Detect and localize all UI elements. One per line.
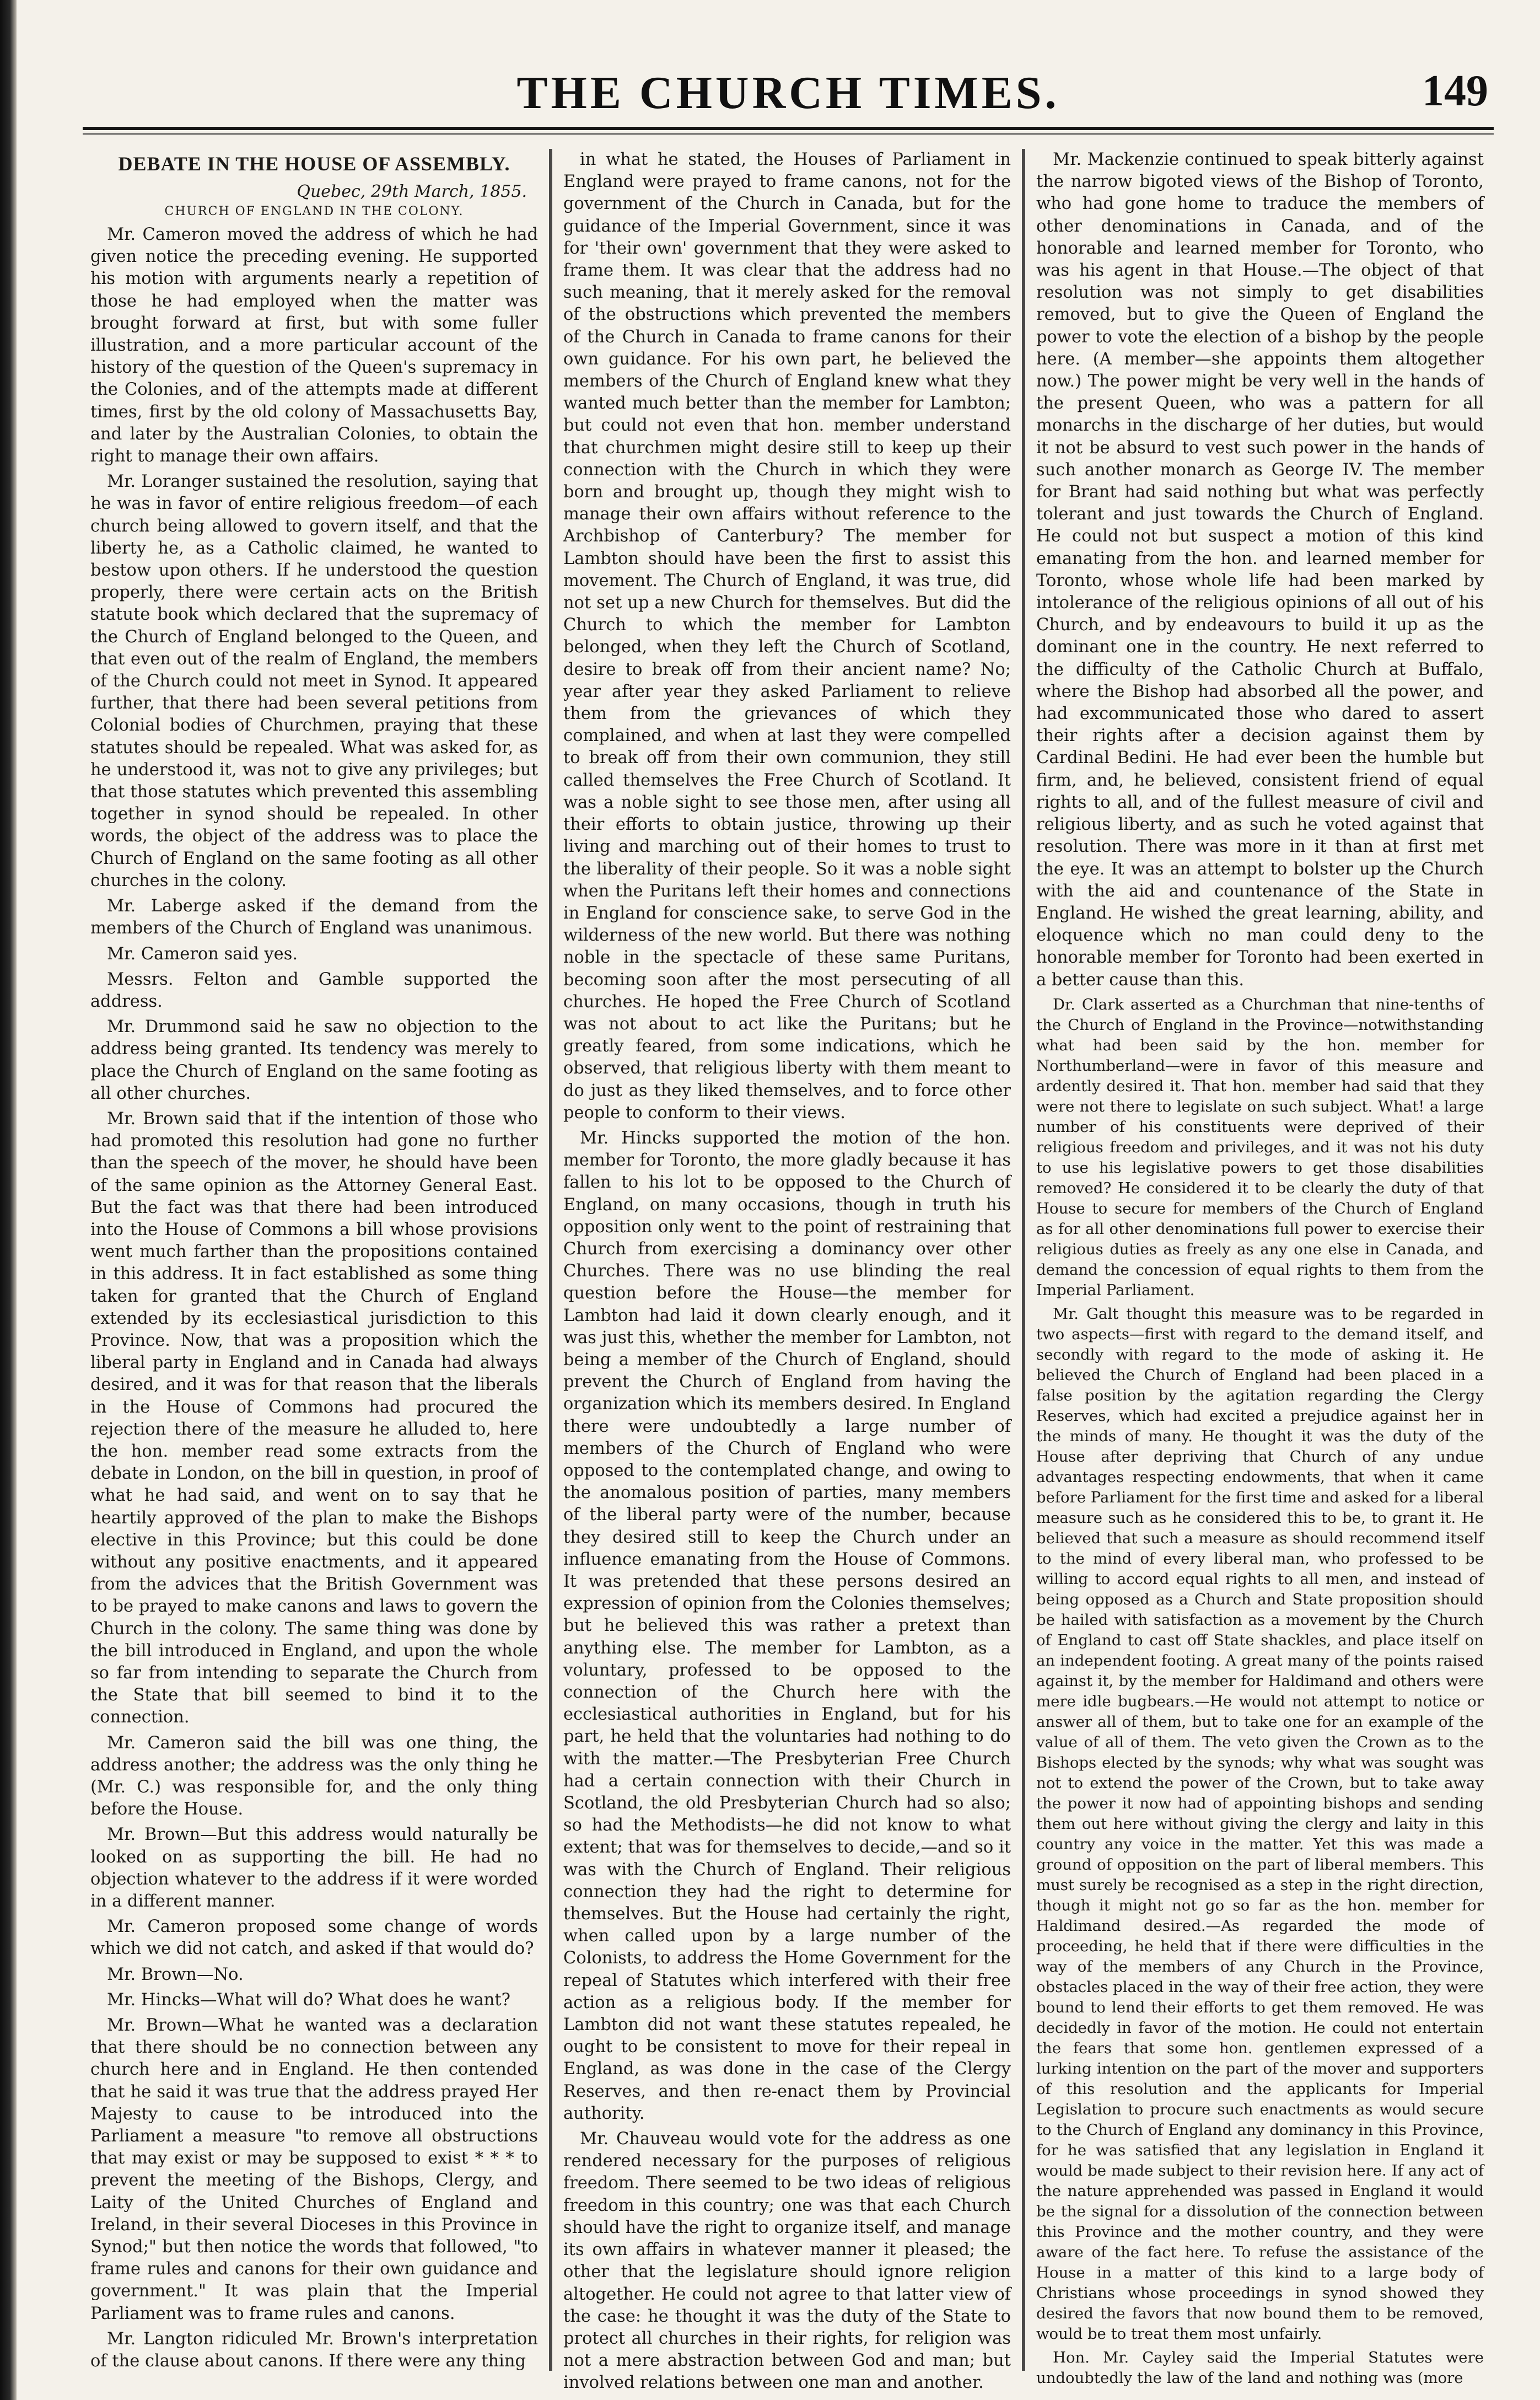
- article-paragraph: Mr. Cameron proposed some change of words which we did not catch, and asked if that would do?: [90, 1917, 538, 1959]
- masthead: [83, 44, 1494, 132]
- article-paragraph: Mr. Brown said that if the intention of those who had promoted this resolution had gone no further than the speech of the mover, he should have been of the same opinion as the Attorney General East. But the fact was that there had been introduced into the House of Commons a bill whose provisions went much farther than the propositions contained in this address. It in fact established as some thing taken for granted that the Church of England extended by its ecclesiastical jurisdiction to this Province. Now, that was a proposition which the liberal party in England and in Canada had always desired, and it was for that reason that the liberals in the House of Commons had procured the rejection there of the measure he alluded to, here the hon. member read some extracts from the debate in London, on the bill in question, in proof of what he had said, and went on to say that he heartily approved of the plan to make the Bishops elective in this Province; but this could be done without any positive enactments, and it appeared from the advices that the British Government was to be prayed to make canons and laws to govern the Church in the colony. The same thing was done by the bill introduced in England, and upon the whole so far from intending to separate the Church from the State that bill seemed to bind it to the connection.: [90, 1109, 538, 1727]
- article-paragraph: Messrs. Felton and Gamble supported the address.: [90, 969, 538, 1011]
- column-divider: [549, 149, 552, 2371]
- article-paragraph: Mr. Loranger sustained the resolution, saying that he was in favor of entire religious freedom—of each church being allowed to govern itself, and that the liberty he, as a Catholic claimed, he wanted to bestow upon others. If he understood the question properly, there were certain acts on the British statute book which declared that the supremacy of the Church of England belonged to the Queen, and that even out of the realm of England, the members of the Church could not meet in Synod. It appeared further, that there had been several petitions from Colonial bodies of Churchmen, praying that these statutes should be repealed. What was asked for, as he understood it, was not to give any privileges; but that those statutes which prevented this assembling together in synod should be repealed. In other words, the object of the address was to place the Church of England on the same footing as all other churches in the colony.: [90, 472, 538, 890]
- article-subhead: CHURCH OF ENGLAND IN THE COLONY.: [164, 205, 464, 218]
- article-paragraph: Mr. Brown—No.: [107, 1964, 244, 1984]
- article-paragraph: Mr. Hincks supported the motion of the hon. member for Toronto, the more gladly because it has fallen to his lot to be opposed to the Church of England, on many occasions, though in truth his opposition only went to the point of restraining that Church from exercising a dominancy over other Churches. There was no use blinding the real question before the House—the member for Lambton had laid it down clearly enough, and it was just this, whether the member for Lambton, not being a member of the Church of England, should prevent the Church of England from having the organization which its members desired. In England there were undoubtedly a large number of members of the Church of England who were opposed to the contemplated change, and owing to the anomalous position of parties, many members of the liberal party were of the number, because they desired still to keep the Church under an influence emanating from the House of Commons. It was pretended that these persons desired an expression of opinion from the Colonies themselves; but he believed this was rather a pretext than anything else. The member for Lambton, as a voluntary, professed to be opposed to the connection of the Church here with the ecclesiastical authorities in England, but for his part, he held that the voluntaries had nothing to do with the matter.—The Presbyterian Free Church had a certain connection with their Church in Scotland, the old Presbyterian Church had so also; so had the Methodists—he did not know to what extent; that was for themselves to decide,—and so it was with the Church of England. Their religious connection they had the right to determine for themselves. But the House had certainly the right, when called upon by a large number of the Colonists, to address the Home Government for the repeal of Statutes which interfered with their free action as a religious body. If the member for Lambton did not want these statutes repealed, he ought to be consistent to move for their repeal in England, as was done in the case of the Clergy Reserves, and then re-enact them by Provincial authority.: [563, 1128, 1011, 2123]
- article-headline: DEBATE IN THE HOUSE OF ASSEMBLY.: [118, 153, 510, 175]
- article-paragraph: Mr. Cameron said yes.: [107, 944, 298, 964]
- column-1: [83, 149, 546, 2371]
- article-paragraph: Mr. Mackenzie continued to speak bitterly against the narrow bigoted views of the Bishop of Toronto, who had gone home to traduce the members of other denominations in Canada, and of the honorable and learned member for Toronto, who was his agent in that House.—The object of that resolution was not simply to get disabilities removed, but to give the Queen of England the power to vote the election of a bishop by the people here. (A member—she appoints them altogether now.) The power might be very well in the hands of the present Queen, who was a pattern for all monarchs in the discharge of her duties, but would it not be absurd to vest such power in the hands of such another monarch as George IV. The member for Brant had said nothing but what was perfectly tolerant and just towards the Church of England. He could not but suspect a motion of this kind emanating from the hon. and learned member for Toronto, whose whole life had been marked by intolerance of the religious opinions of all out of his Church, and by endeavours to build it up as the dominant one in the country. He next referred to the difficulty of the Catholic Church at Buffalo, where the Bishop had absorbed all the power, and had excommunicated those who dared to assert their rights after a decision against them by Cardinal Bedini. He had ever been the humble but firm, and, he believed, consistent friend of equal rights to all, and of the fullest measure of civil and religious liberty, and as such he voted against that resolution. There was more in it than at first met the eye. It was an attempt to bolster up the Church with the aid and countenance of the State in England. He wished the great learning, ability, and eloquence which no man could deny to the honorable member for Toronto had been exerted in a better cause than this.: [1036, 150, 1484, 990]
- column-3: [1029, 149, 1491, 2387]
- newspaper-page: [83, 44, 1494, 2393]
- article-paragraph: in what he stated, the Houses of Parliament in England were prayed to frame canons, not for the government of the Church in Canada, but for the guidance of the Imperial Government, since it was for 'their own' government that they were asked to frame them. It was clear that the address had no such meaning, that it merely asked for the removal of the obstructions which prevented the members of the Church in Canada to frame canons for their own guidance. For his own part, he believed the members of the Church of England knew what they wanted much better than the member for Lambton; but could not even that hon. member understand that churchmen might desire still to keep up their connection with the Church in which they were born and brought up, though they might wish to manage their own affairs without reference to the Archbishop of Canterbury? The member for Lambton should have been the first to assist this movement. The Church of England, it was true, did not set up a new Church for themselves. But did the Church to which the member for Lambton belonged, when they left the Church of Scotland, desire to break off from their ancient name? No; year after year they asked Parliament to relieve them from the grievances of which they complained, and when at last they were compelled to break off from their own communion, they still called themselves the Free Church of Scotland. It was a noble sight to see those men, after using all their efforts to obtain justice, throwing up their living and marching out of their homes to trust to the liberality of their people. So it was a noble sight when the Puritans left their homes and connections in England for conscience sake, to serve God in the wilderness of the new world. But there was nothing noble in the spectacle of these same Puritans, becoming soon after the most persecuting of all churches. He hoped the Free Church of Scotland was not about to act like the Puritans; but he greatly feared, from some indications, which he observed, that religious liberty with them meant to do just as they liked themselves, and to force other people to conform to their views.: [563, 150, 1011, 1123]
- article-paragraph: Mr. Brown—But this address would naturally be looked on as supporting the bill. He had no objection whatever to the address if it were worded in a different manner.: [90, 1825, 538, 1912]
- article-paragraph: Dr. Clark asserted as a Churchman that nine-tenths of the Church of England in the Province—notwithstanding what had been said by the hon. member for Northumberland—were in favor of this measure and ardently desired it. That hon. member had said that they were not there to legislate on such subject. What! a large number of his constituents were deprived of their religious freedom and privileges, and it was not his duty to use his legislative powers to get those disabilities removed? He considered it to be clearly the duty of that House to secure for members of the Church of England as for all other denominations full power to exercise their religious duties as freely as any one else in Canada, and demand the concession of equal rights to them from the Imperial Parliament.: [1036, 995, 1484, 1299]
- masthead-rule: [83, 127, 1494, 130]
- article-paragraph: Mr. Drummond said he saw no objection to the address being granted. Its tendency was merely to place the Church of England on the same footing as all other churches.: [90, 1017, 538, 1103]
- article-paragraph: Mr. Laberge asked if the demand from the members of the Church of England was unanimous.: [90, 896, 538, 938]
- article-paragraph: Hon. Mr. Cayley said the Imperial Statutes were undoubtedly the law of the land and nothing was (more: [1036, 2348, 1484, 2387]
- column-divider: [1022, 149, 1025, 2371]
- article-paragraph: Mr. Cameron said the bill was one thing, the address another; the address was the only thing he (Mr. C.) was responsible for, and the only thing before the House.: [90, 1733, 538, 1819]
- scan-edge: [0, 0, 17, 2400]
- article-paragraph: Mr. Hincks—What will do? What does he want?: [107, 1990, 511, 2010]
- article-paragraph: Mr. Cameron moved the address of which he had given notice the preceding evening. He supported his motion with arguments nearly a repetition of those he had employed when the matter was brought forward at first, but with some fuller illustration, and a more particular account of the history of the question of the Queen's supremacy in the Colonies, and of the attempts made at different times, first by the old colony of Massachusetts Bay, and later by the Australian Colonies, to obtain the right to manage their own affairs.: [90, 225, 538, 466]
- article-paragraph: Mr. Brown—What he wanted was a declaration that there should be no connection between any church here and in England. He then contended that he said it was true that the address prayed Her Majesty to cause to be introduced into the Parliament a measure "to remove all obstructions that may exist or may be supposed to exist * * * to prevent the meeting of the Bishops, Clergy, and Laity of the United Churches of England and Ireland, in their several Dioceses in this Province in Synod;" but then notice the words that followed, "to frame rules and canons for their own guidance and government." It was plain that the Imperial Parliament was to frame rules and canons.: [90, 2016, 538, 2323]
- article-dateline: Quebec, 29th March, 1855.: [297, 182, 527, 201]
- masthead-rule-thin: [83, 133, 1494, 135]
- columns: [83, 149, 1494, 2393]
- column-2: [556, 149, 1019, 2393]
- article-paragraph: Mr. Langton ridiculed Mr. Brown's interpretation of the clause about canons. If there were any thing: [90, 2329, 538, 2371]
- newspaper-title: THE CHURCH TIMES.: [516, 67, 1060, 119]
- article-paragraph: Mr. Galt thought this measure was to be regarded in two aspects—first with regard to the demand itself, and secondly with regard to the mode of asking it. He believed the Church of England had been placed in a false position by the agitation regarding the Clergy Reserves, which had excited a prejudice against her in the minds of many. He thought it was the duty of the House after depriving that Church of any undue advantages respecting endowments, that when it came before Parliament for the first time and asked for a liberal measure such as he considered this to be, to grant it. He believed that such a measure as should recommend itself to the mind of every liberal man, who professed to be willing to accord equal rights to all men, and instead of being opposed as a Church and State proposition should be hailed with satisfaction as a movement by the Church of England to cast off State shackles, and place itself on an independent footing. A great many of the points raised against it, by the member for Haldimand and others were mere idle bugbears.—He would not attempt to notice or answer all of them, but to take one for an example of the value of all of them. The veto given the Crown as to the Bishops elected by the synods; why what was sought was not to extend the power of the Crown, but to take away the power it now had of appointing bishops and sending them out here without giving the clergy and laity in this country any voice in the matter. Yet this was made a ground of opposition on the part of liberal members. This must surely be recognised as a step in the right direction, though it might not go so far as the hon. member for Haldimand desired.—As regarded the mode of proceeding, he held that if there were difficulties in the way of the members of any Church in the Province, obstacles placed in the way of their free action, they were bound to lend their efforts to get them removed. He was decidedly in favor of the motion. He could not entertain the fears that some hon. gentlemen expressed of a lurking intention on the part of the mover and supporters of this resolution and the applicants for Imperial Legislation to procure such enactments as would secure to the Church of England any dominancy in this Province, for he was satisfied that any legislation in England it would be made subject to their revision here. If any act of the nature apprehended was passed in England it would be the signal for a dissolution of the connection between this Province and the mother country, and they were aware of the fact here. To refuse the assistance of the House in a matter of this kind to a large body of Christians whose proceedings in synod showed they desired the favors that now bound them to be removed, would be to treat them most unfairly.: [1036, 1304, 1484, 2343]
- article-paragraph: Mr. Chauveau would vote for the address as one rendered necessary for the purposes of religious freedom. There seemed to be two ideas of religious freedom in this country; one was that each Church should have the right to organize itself, and manage its own affairs in whatever manner it pleased; the other that the legislature should ignore religion altogether. He could not agree to that latter view of the case: he thought it was the duty of the State to protect all churches in their rights, for religion was not a mere abstraction between God and man; but involved relations between one man and another.: [563, 2129, 1011, 2393]
- page-number: 149: [1422, 67, 1488, 115]
